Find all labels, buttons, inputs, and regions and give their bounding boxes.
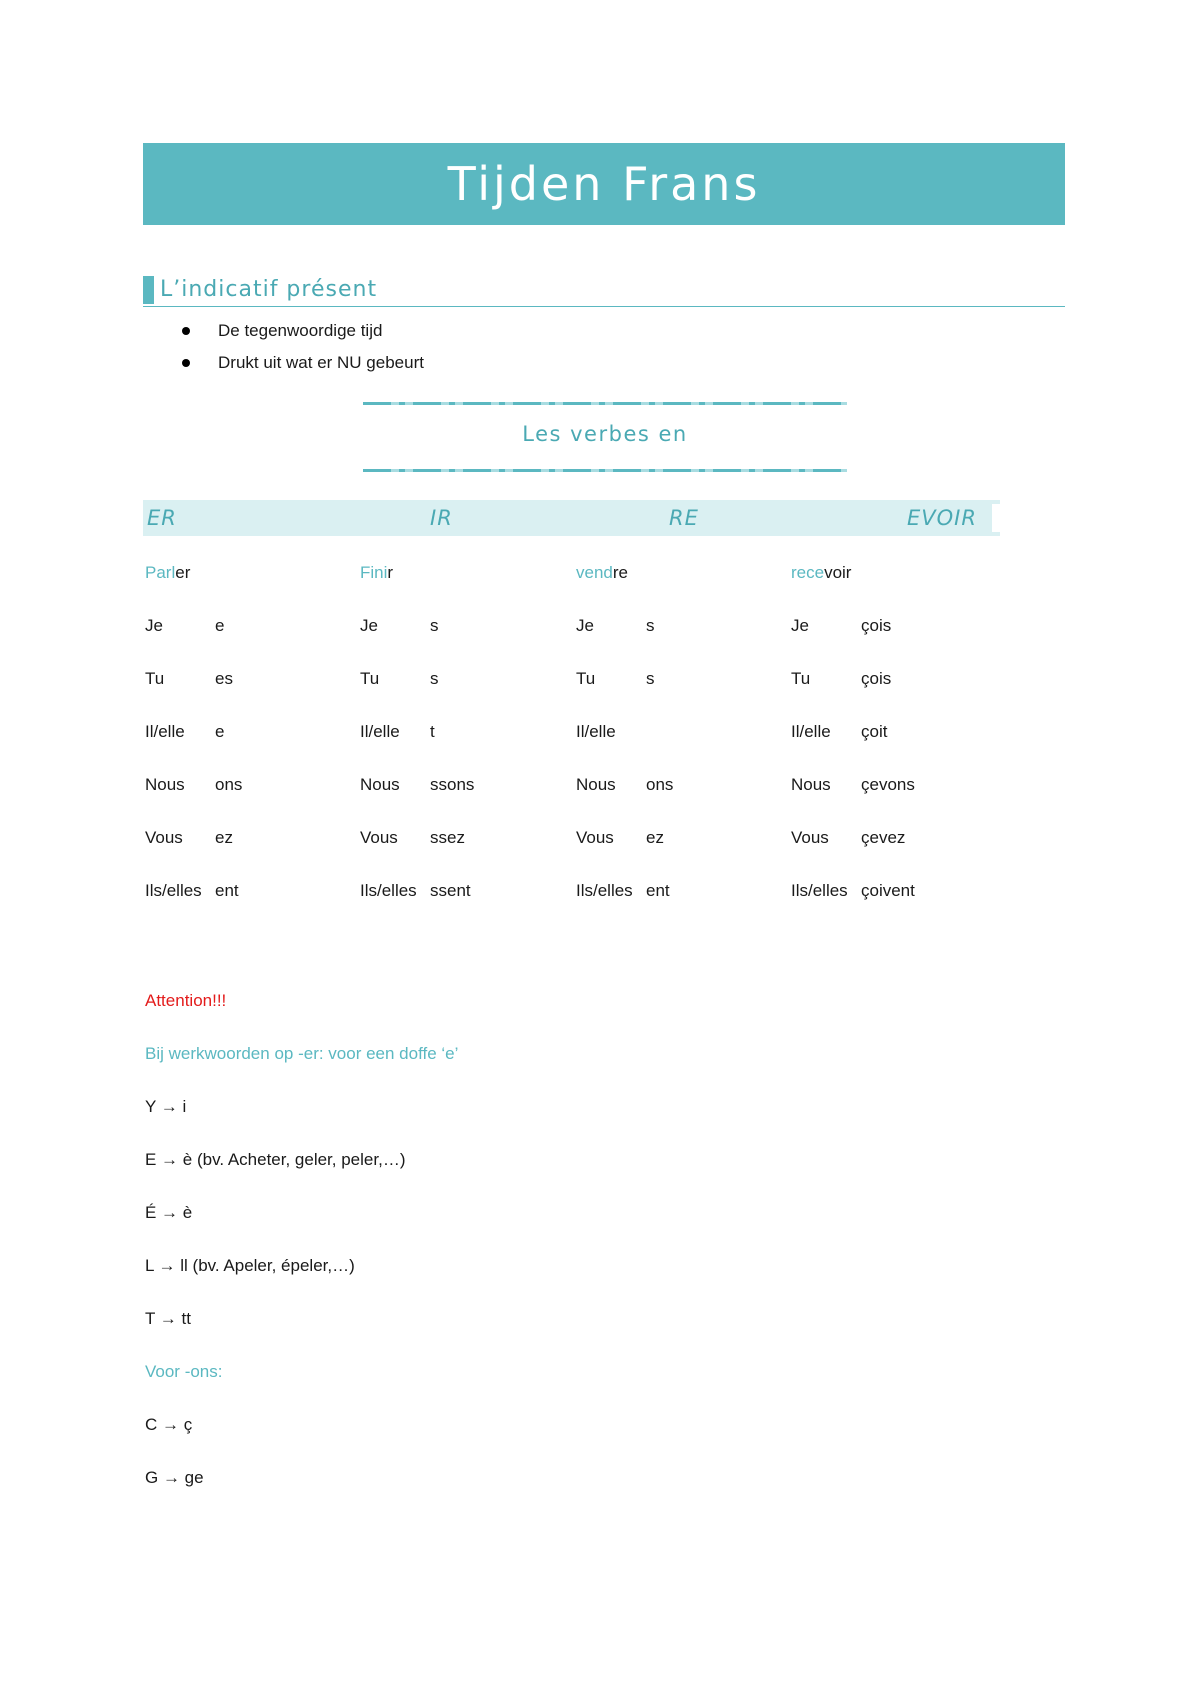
band-end-mark	[992, 504, 1000, 532]
rule-line: E → è (bv. Acheter, geler, peler,…)	[145, 1150, 406, 1169]
table-row	[143, 878, 358, 931]
pronoun: Ils/elles	[145, 881, 202, 900]
verbes-title: Les verbes en	[522, 422, 688, 446]
infinitive-ending: er	[175, 563, 191, 582]
ending: s	[646, 669, 655, 688]
rule-line: L → ll (bv. Apeler, épeler,…)	[145, 1256, 355, 1275]
rule-line: C → ç	[145, 1415, 193, 1434]
table-row	[358, 666, 573, 719]
ending: s	[646, 616, 655, 635]
infinitive	[358, 560, 573, 613]
bullet-text: De tegenwoordige tijd	[218, 321, 383, 340]
ending: çevons	[861, 775, 915, 794]
section-heading-text: L’indicatif présent	[160, 277, 378, 302]
pronoun: Nous	[145, 775, 185, 794]
ending: ssent	[430, 881, 471, 900]
conjugation-column-ir	[358, 560, 573, 931]
list-item	[178, 318, 424, 350]
table-row	[574, 825, 789, 878]
table-row	[358, 772, 573, 825]
attention-label: Attention!!!	[145, 991, 227, 1010]
verb-group-header	[143, 500, 1000, 536]
ending: çevez	[861, 828, 906, 847]
pronoun: Tu	[360, 669, 380, 688]
document-title: Tijden Frans	[447, 157, 761, 211]
pronoun: Vous	[576, 828, 614, 847]
table-row	[574, 719, 789, 772]
ending: e	[215, 722, 225, 741]
ending: ons	[646, 775, 674, 794]
table-row	[358, 825, 573, 878]
conjugation-column-re	[574, 560, 789, 931]
rule-line: G → ge	[145, 1468, 204, 1487]
table-row	[574, 772, 789, 825]
infinitive	[143, 560, 358, 613]
group-label-ir: IR	[430, 506, 453, 530]
table-row	[574, 666, 789, 719]
pronoun: Il/elle	[360, 722, 400, 741]
ending: ssez	[430, 828, 465, 847]
table-row	[789, 666, 1004, 719]
table-row	[574, 613, 789, 666]
table-row	[358, 613, 573, 666]
ending: t	[430, 722, 435, 741]
pronoun: Nous	[576, 775, 616, 794]
infinitive-ending: voir	[824, 563, 852, 582]
ending: çoit	[861, 722, 888, 741]
infinitive	[574, 560, 789, 613]
table-row	[789, 772, 1004, 825]
list-item	[178, 350, 424, 382]
title-banner	[143, 143, 1065, 225]
infinitive-stem: rece	[791, 563, 825, 582]
infinitive-stem: Parl	[145, 563, 176, 582]
heading-marker	[143, 276, 154, 304]
ending: ent	[215, 881, 239, 900]
bullet-icon	[182, 327, 190, 335]
ending: ons	[215, 775, 243, 794]
table-row	[143, 825, 358, 878]
pronoun: Tu	[791, 669, 811, 688]
pronoun: Il/elle	[791, 722, 831, 741]
infinitive-stem: vend	[576, 563, 613, 582]
ending: ez	[646, 828, 664, 847]
pronoun: Nous	[360, 775, 400, 794]
pronoun: Je	[360, 616, 378, 635]
table-row	[358, 878, 573, 931]
table-row	[789, 878, 1004, 931]
table-row	[143, 719, 358, 772]
ons-rule-title: Voor -ons:	[145, 1362, 223, 1381]
ending: ssons	[430, 775, 475, 794]
table-row	[143, 613, 358, 666]
pronoun: Nous	[791, 775, 831, 794]
decorative-divider-bottom	[363, 469, 847, 472]
section-heading	[143, 274, 1065, 307]
pronoun: Je	[145, 616, 163, 635]
decorative-divider-top	[363, 402, 847, 405]
bullet-list	[178, 318, 424, 382]
table-row	[789, 719, 1004, 772]
notes-section	[145, 988, 458, 1518]
ending: es	[215, 669, 233, 688]
rule-line: T → tt	[145, 1309, 191, 1328]
conjugation-column-er	[143, 560, 358, 931]
ending: çoivent	[861, 881, 915, 900]
group-label-er: ER	[147, 506, 177, 530]
rule-line: Y → i	[145, 1097, 187, 1116]
pronoun: Ils/elles	[360, 881, 417, 900]
table-row	[574, 878, 789, 931]
table-row	[789, 613, 1004, 666]
ending: e	[215, 616, 225, 635]
table-row	[358, 719, 573, 772]
pronoun: Vous	[791, 828, 829, 847]
conjugation-column-evoir	[789, 560, 1004, 931]
pronoun: Tu	[576, 669, 596, 688]
pronoun: Il/elle	[145, 722, 185, 741]
pronoun: Il/elle	[576, 722, 616, 741]
ending: ent	[646, 881, 670, 900]
pronoun: Je	[791, 616, 809, 635]
table-row	[789, 825, 1004, 878]
ending: s	[430, 669, 439, 688]
group-label-re: RE	[669, 506, 699, 530]
ending: çois	[861, 616, 892, 635]
ending: s	[430, 616, 439, 635]
bullet-icon	[182, 359, 190, 367]
ending: ez	[215, 828, 233, 847]
table-row	[143, 772, 358, 825]
infinitive	[789, 560, 1004, 613]
ending: çois	[861, 669, 892, 688]
infinitive-stem: Fini	[360, 563, 388, 582]
table-row	[143, 666, 358, 719]
pronoun: Tu	[145, 669, 165, 688]
er-rule-title: Bij werkwoorden op -er: voor een doffe ‘e’	[145, 1044, 459, 1063]
pronoun: Vous	[145, 828, 183, 847]
pronoun: Vous	[360, 828, 398, 847]
pronoun: Ils/elles	[791, 881, 848, 900]
pronoun: Je	[576, 616, 594, 635]
pronoun: Ils/elles	[576, 881, 633, 900]
group-label-evoir: EVOIR	[907, 506, 977, 530]
bullet-text: Drukt uit wat er NU gebeurt	[218, 353, 424, 372]
infinitive-ending: r	[387, 563, 394, 582]
rule-line: É → è	[145, 1203, 193, 1222]
infinitive-ending: re	[612, 563, 628, 582]
